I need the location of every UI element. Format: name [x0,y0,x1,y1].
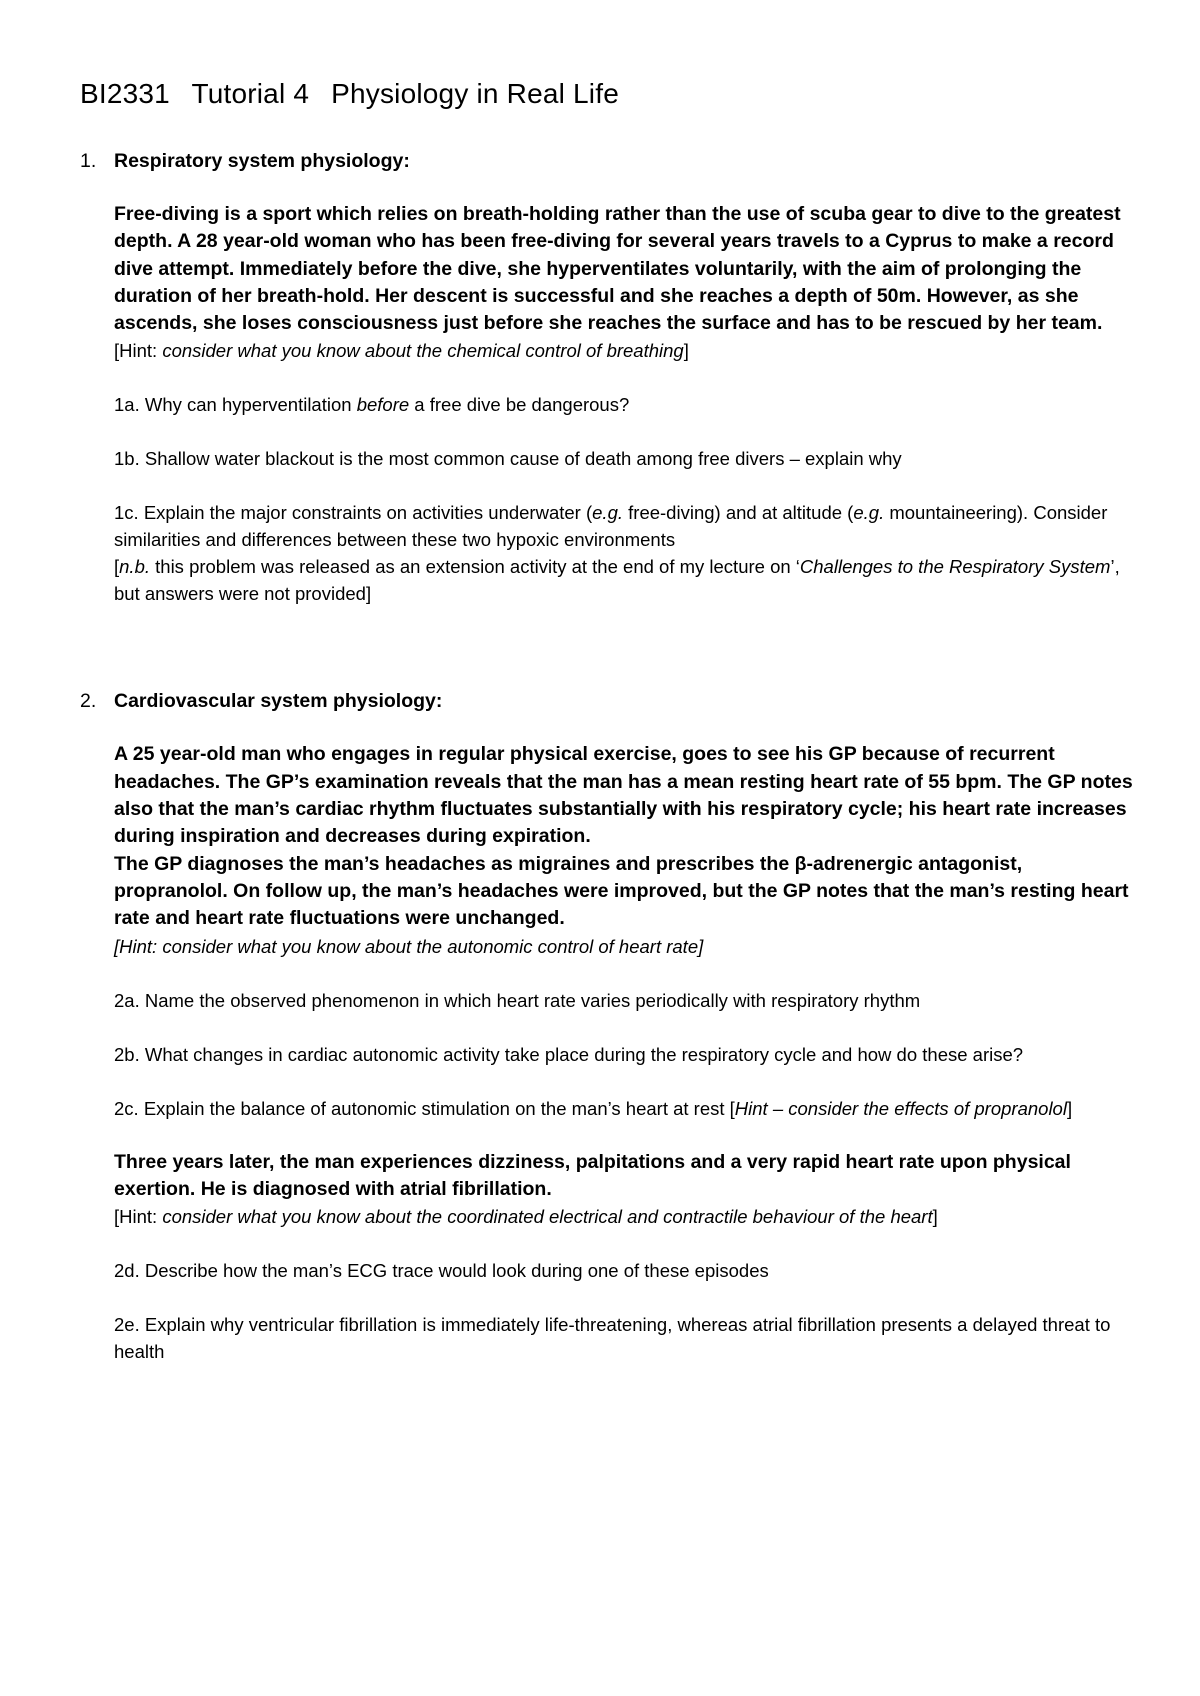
tutorial-label: Tutorial 4 [191,78,310,109]
section-heading [80,148,1134,175]
question-1c [114,499,1134,553]
question-1b: 1b. Shallow water blackout is the most common cause of death among free divers – explain why [114,448,902,470]
q1a-emphasis: before [356,394,410,416]
note-end: ’, but answers were not provided] [114,556,1120,605]
hint-suffix: ] [932,1206,938,1228]
note-mid: this problem was released as an extension activity at the end of my lecture on ‘ [150,556,800,578]
q2c-text: 2c. Explain the balance of autonomic stimulation on the man’s heart at rest [ [114,1097,735,1119]
note-text [114,553,1134,607]
scenario-paragraph: Free-diving is a sport which relies on breath-holding rather than the use of scuba gear to dive to the greatest depth. A 28 year-old woman who has been free-diving for several years travels to a Cyprus to make a record dive attempt. Immediately before the dive, she hyperventilates voluntarily, with the aim of prolonging the duration of her breath-hold. Her descent is successful and she reaches a depth of 50m. However, as she ascends, she loses consciousness just before she reaches the surface and has to be rescued by her team. [114,203,1121,335]
section-heading [80,688,1134,715]
q1c-text-end: mountaineering). Consider similarities and differences between these two hypoxic environments [114,502,1108,551]
q1c-text: 1c. Explain the major constraints on activities underwater ( [114,502,593,524]
scenario-paragraph: A 25 year-old man who engages in regular physical exercise, goes to see his GP because of recurrent headaches. The GP’s examination reveals that the man has a mean resting heart rate of 55 bpm. The GP notes also that the man’s cardiac rhythm fluctuates substantially with his respiratory cycle; his heart rate increases during inspiration and decreases during expiration. [114,743,1133,848]
q2c-text-end: ] [1066,1097,1073,1119]
scenario-paragraph: Three years later, the man experiences dizziness, palpitations and a very rapid heart rate upon physical exertion. He is diagnosed with atrial fibrillation. [114,1150,1071,1200]
hint-suffix: ] [683,340,689,362]
section-number: 1. [80,150,97,172]
hint-text [114,1203,1134,1230]
note-nb: n.b. [119,556,150,578]
note-open: [ [114,556,120,578]
section-respiratory [80,148,1134,607]
hint-italic: [Hint: consider what you know about the autonomic control of heart rate] [114,935,704,957]
section-cardiovascular [80,688,1134,1365]
hint-prefix: [Hint: [114,340,163,362]
hint-prefix: [Hint: [114,1206,163,1228]
question-2a: 2a. Name the observed phenomenon in which heart rate varies periodically with respiratory rhythm [114,989,921,1011]
q1c-eg: e.g. [853,502,885,524]
document-title [80,76,1134,112]
section-title: Respiratory system physiology: [114,150,410,172]
q2c-hint: Hint – consider the effects of propranolol [734,1097,1067,1119]
section-title: Cardiovascular system physiology: [114,690,443,713]
course-code: BI2331 [80,78,170,109]
hint-text [114,933,1134,960]
hint-italic: consider what you know about the coordinated electrical and contractile behaviour of the heart [162,1206,933,1228]
q1c-text-mid: free-diving) and at altitude ( [623,502,854,524]
q1a-text-end: a free dive be dangerous? [409,394,630,416]
question-2b: 2b. What changes in cardiac autonomic activity take place during the respiratory cycle and how do these arise? [114,1043,1024,1065]
section-number: 2. [80,690,97,713]
note-lecture-title: Challenges to the Respiratory System [799,556,1111,578]
hint-italic: consider what you know about the chemical control of breathing [162,340,684,362]
question-2e: 2e. Explain why ventricular fibrillation is immediately life-threatening, whereas atrial fibrillation presents a delayed threat to health [114,1314,1111,1363]
question-1a [114,391,1134,418]
question-2d: 2d. Describe how the man’s ECG trace would look during one of these episodes [114,1260,769,1282]
q1a-text: 1a. Why can hyperventilation [114,394,357,416]
question-2c [114,1095,1134,1122]
q1c-eg: e.g. [592,502,623,524]
scenario-paragraph: The GP diagnoses the man’s headaches as migraines and prescribes the β-adrenergic antagonist, propranolol. On follow up, the man’s headaches were improved, but the GP notes that the man’s resting heart rate and heart rate fluctuations were unchanged. [114,852,1129,930]
tutorial-topic: Physiology in Real Life [331,78,619,109]
hint-text [114,337,1134,364]
